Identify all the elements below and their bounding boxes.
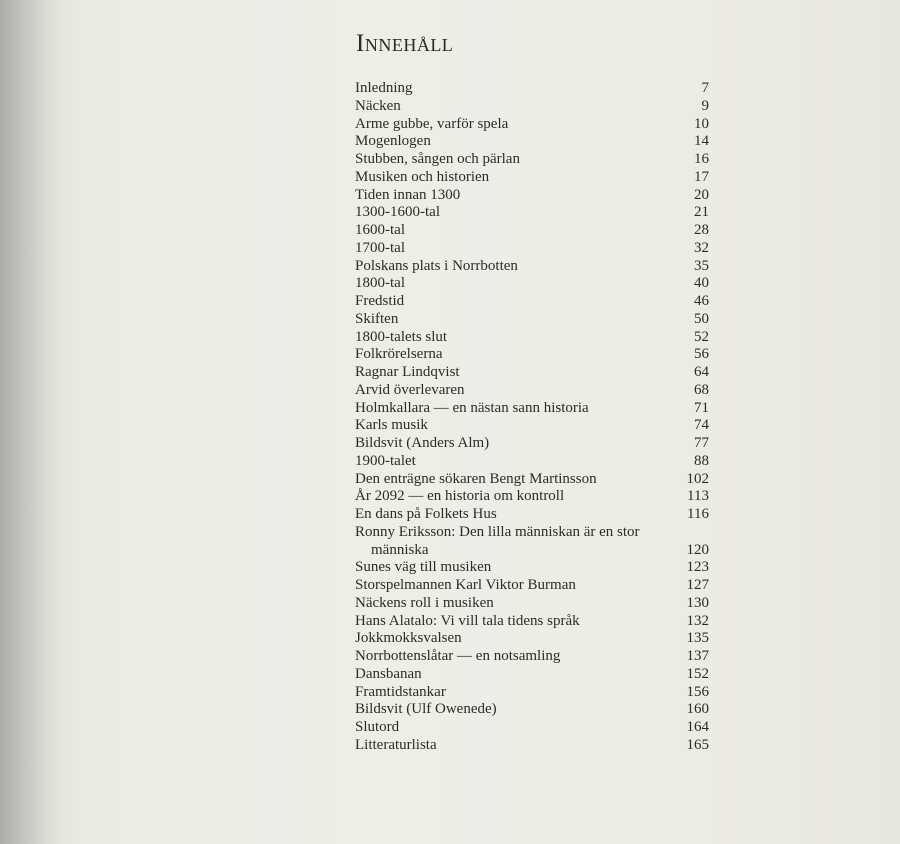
toc-entry xyxy=(355,506,709,524)
toc-entry-page: 102 xyxy=(686,470,709,487)
toc-entry-title: 1900-talet xyxy=(355,452,416,469)
toc-entry-title: 1300-1600-tal xyxy=(355,204,440,221)
toc-entry-title: Mogenlogen xyxy=(355,133,431,150)
toc-entry-page: 16 xyxy=(694,151,709,167)
toc-entry-title: Holmkallara — en nästan sann historia xyxy=(355,399,589,416)
toc-entry xyxy=(355,275,709,293)
toc-entry xyxy=(355,346,709,364)
toc-entry-page: 135 xyxy=(686,630,709,647)
toc-entry-page: 71 xyxy=(694,399,709,416)
toc-entry xyxy=(355,648,709,666)
toc-entry xyxy=(355,488,709,506)
toc-entry xyxy=(355,116,709,134)
toc-entry xyxy=(355,577,709,595)
toc-entry-page: 120 xyxy=(686,541,709,558)
toc-entry xyxy=(355,382,709,400)
toc-entry xyxy=(355,524,709,560)
toc-entry-page: 123 xyxy=(686,559,709,576)
toc-entry-page: 113 xyxy=(687,488,709,505)
toc-entry xyxy=(355,240,709,258)
toc-entry xyxy=(355,293,709,311)
toc-entry xyxy=(355,630,709,648)
toc-entry-page: 7 xyxy=(701,80,709,96)
toc-entry xyxy=(355,666,709,684)
toc-entry-page: 28 xyxy=(694,222,709,238)
toc-entry-page: 35 xyxy=(694,257,709,274)
toc-entry-title: Arme gubbe, varför spela xyxy=(355,115,509,132)
toc-entry-page: 14 xyxy=(694,133,709,150)
toc-entry xyxy=(355,453,709,471)
toc-entry-page: 74 xyxy=(694,417,709,434)
toc-entry-page: 20 xyxy=(694,186,709,203)
toc-entry-title: Sunes väg till musiken xyxy=(355,559,492,576)
toc-entry-title: Norrbottenslåtar — en notsamling xyxy=(355,648,561,664)
toc-heading: Innehåll xyxy=(356,30,454,57)
toc-entry-page: 46 xyxy=(694,293,709,309)
toc-entry xyxy=(355,169,709,187)
toc-entry-title: 1600-tal xyxy=(355,222,405,238)
toc-entry xyxy=(355,98,709,116)
toc-entry xyxy=(355,400,709,418)
toc-entry-title: Skiften xyxy=(355,310,399,327)
toc-entry-page: 88 xyxy=(694,452,709,469)
toc-entry-page: 9 xyxy=(701,97,709,114)
toc-entry xyxy=(355,471,709,489)
toc-entry xyxy=(355,701,709,719)
toc-entry-page: 68 xyxy=(694,381,709,398)
toc-entry xyxy=(355,80,709,98)
toc-entry-title: Tiden innan 1300 xyxy=(355,186,461,203)
toc-entry xyxy=(355,204,709,222)
toc-entry-title: Litteraturlista xyxy=(355,736,437,753)
toc-entry-page: 132 xyxy=(686,612,709,629)
toc-entry xyxy=(355,417,709,435)
toc-entry-title: Stubben, sången och pärlan xyxy=(355,151,520,167)
toc-entry-title: Den enträgne sökaren Bengt Martinsson xyxy=(355,470,597,487)
toc-entry-page: 137 xyxy=(686,648,709,664)
toc-entry xyxy=(355,595,709,613)
toc-entry xyxy=(355,311,709,329)
toc-entry xyxy=(355,613,709,631)
toc-entry-title: Arvid överlevaren xyxy=(355,381,465,398)
toc-entry-title: Dansbanan xyxy=(355,665,422,682)
toc-entry-title: 1700-tal xyxy=(355,239,405,256)
toc-entry-title: Ronny Eriksson: Den lilla människan är en stor människa xyxy=(355,523,640,558)
toc-entry-page: 10 xyxy=(694,115,709,132)
toc-entry-page: 127 xyxy=(686,577,709,593)
toc-entry-title: Polskans plats i Norrbotten xyxy=(355,257,518,274)
toc-entry-title: Musiken och historien xyxy=(355,168,490,185)
toc-entry-title: Näckens roll i musiken xyxy=(355,594,494,611)
toc-entry-page: 52 xyxy=(694,328,709,345)
toc-entry xyxy=(355,364,709,382)
toc-entry-title: 1800-talets slut xyxy=(355,328,448,345)
toc-entry-title: Slutord xyxy=(355,719,400,735)
toc-entry-title: En dans på Folkets Hus xyxy=(355,506,497,522)
toc-entry xyxy=(355,684,709,702)
toc-entry-page: 152 xyxy=(686,665,709,682)
toc-entry-title: Hans Alatalo: Vi vill tala tidens språk xyxy=(355,612,580,629)
toc-entry xyxy=(355,258,709,276)
toc-entry xyxy=(355,737,709,755)
toc-entry-page: 40 xyxy=(694,275,709,292)
binding-shadow xyxy=(0,0,60,844)
toc-entry xyxy=(355,719,709,737)
toc-entry-title: Inledning xyxy=(355,80,413,96)
toc-entry-page: 165 xyxy=(686,736,709,753)
toc-entry xyxy=(355,222,709,240)
toc-entry xyxy=(355,559,709,577)
toc-entry-title: Storspelmannen Karl Viktor Burman xyxy=(355,577,576,593)
toc-entry-title: Folkrörelserna xyxy=(355,346,443,363)
toc-entry xyxy=(355,187,709,205)
toc-entry-title: Bildsvit (Anders Alm) xyxy=(355,435,490,451)
toc-entry-page: 21 xyxy=(694,204,709,221)
toc-entry-title: Ragnar Lindqvist xyxy=(355,364,460,380)
toc-entry-title: Fredstid xyxy=(355,293,405,309)
toc-entry-page: 50 xyxy=(694,310,709,327)
toc-entry-page: 64 xyxy=(694,364,709,380)
toc-entry-page: 156 xyxy=(686,683,709,700)
toc-entry-title: Jokkmokksvalsen xyxy=(355,630,462,647)
toc-entry-page: 160 xyxy=(686,701,709,718)
toc-entry-title: 1800-tal xyxy=(355,275,405,292)
toc-entry-page: 77 xyxy=(694,435,709,451)
toc-entry-title: Karls musik xyxy=(355,417,428,434)
toc-entry-page: 17 xyxy=(694,168,709,185)
toc-entry-page: 32 xyxy=(694,239,709,256)
toc-entry-title: Bildsvit (Ulf Owenede) xyxy=(355,701,497,718)
toc-entry-title: År 2092 — en historia om kontroll xyxy=(355,488,565,505)
toc-entry-page: 116 xyxy=(687,506,709,522)
table-of-contents xyxy=(355,80,709,755)
toc-entry xyxy=(355,133,709,151)
toc-entry-page: 130 xyxy=(686,594,709,611)
toc-entry-title: Näcken xyxy=(355,97,401,114)
toc-entry-page: 164 xyxy=(686,719,709,735)
toc-entry-page: 56 xyxy=(694,346,709,363)
toc-entry xyxy=(355,435,709,453)
toc-entry xyxy=(355,151,709,169)
toc-entry xyxy=(355,329,709,347)
toc-entry-title: Framtidstankar xyxy=(355,683,446,700)
